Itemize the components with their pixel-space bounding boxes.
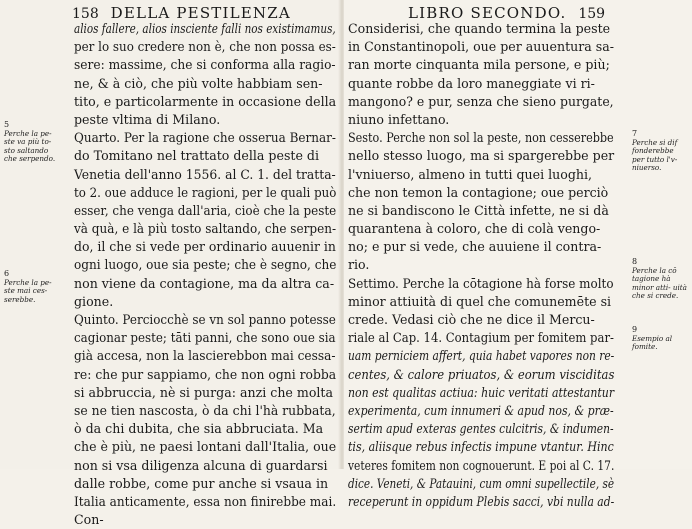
text-line: non si vsa diligenza alcuna di guardarsi <box>74 457 328 473</box>
text-line: do, il che si vede per ordinario auuenir in <box>74 239 336 255</box>
margin-note-number: 9 <box>632 325 638 334</box>
text-line: che non temon la contagione; oue perciò <box>348 184 609 200</box>
text-line: crede. Vedasi ciò che ne dice il Mercu- <box>348 312 595 327</box>
text-line: per lo suo credere non è, che non possa es- <box>74 39 336 55</box>
text-line: Venetia dell'anno 1556. al C. 1. del tratta- <box>74 166 336 182</box>
text-line: Sesto. Perche non sol la peste, non cesserebbe <box>348 130 614 146</box>
margin-note-6 <box>4 270 60 304</box>
text-line: Con- <box>74 512 104 528</box>
right-running-head: LIBRO SECONDO. <box>408 4 567 22</box>
left-page-number: 158 <box>72 6 99 22</box>
text-line: receperunt in oppidum Plebis sacci, vbi nulla ad- <box>348 493 615 509</box>
left-text-block <box>74 20 336 529</box>
margin-note-number: 6 <box>4 269 10 278</box>
text-line: ne si bandiscono le Città infette, ne si dà <box>348 202 609 218</box>
text-line: tis, aliisque rebus infectis impune vtantur. Hinc <box>348 439 614 455</box>
text-line: se ne tien nascosta, ò da chi l'hà rubbata, <box>74 402 336 418</box>
text-line: gione. <box>74 293 114 309</box>
text-line: re: che pur sappiamo, che non ogni robba <box>74 366 337 382</box>
right-text-block <box>348 20 614 511</box>
text-line: minor attiuità di quel che comunemēte si <box>348 293 612 309</box>
margin-note-5 <box>4 121 62 164</box>
text-line: experimenta, cum innumeri & apud nos, & præ- <box>348 402 614 418</box>
text-line: in Constantinopoli, oue per auuentura sa- <box>348 39 615 55</box>
text-line: sertim apud exteras gentes culcitris, & indumen- <box>348 421 614 437</box>
text-line: centes, & calore priuatos, & eorum visciditas <box>348 366 615 382</box>
text-line: Italia anticamente, essa non finirebbe mai. <box>74 493 337 509</box>
margin-note-8 <box>632 258 688 301</box>
text-line: dalle robbe, come pur anche si vsaua in <box>74 475 329 491</box>
text-line: quarantena à coloro, che di colà vengo- <box>348 221 601 237</box>
text-line: niuno infettano. <box>348 111 450 127</box>
margin-note-text: Perche la pe- ste mai ces- serebbe. <box>4 277 52 304</box>
text-line: esser, che venga dall'aria, cioè che la peste <box>74 202 337 218</box>
text-line: riale al Cap. 14. Contagium per fomitem par- <box>348 330 614 346</box>
left-page <box>0 0 340 528</box>
margin-note-number: 7 <box>632 129 638 138</box>
text-line: tito, e particolarmente in occasione della <box>74 93 337 109</box>
text-line: Settimo. Perche la cōtagione hà forse molto <box>348 275 614 291</box>
text-line: Quarto. Per la ragione che osserua Bernar- <box>74 130 336 146</box>
text-line: nello stesso luogo, ma si spargerebbe per <box>348 148 615 164</box>
text-line: che è più, ne paesi lontani dall'Italia, oue <box>74 439 337 455</box>
text-line: sere: massime, che si conforma alla ragio- <box>74 57 336 73</box>
text-line: non est qualitas actiua: huic veritati attestantur <box>348 384 615 400</box>
margin-note-9 <box>632 326 688 352</box>
margin-note-7 <box>632 130 688 173</box>
left-running-head: DELLA PESTILENZA <box>110 4 291 22</box>
margin-note-number: 8 <box>632 257 638 266</box>
text-line: l'vniuerso, almeno in tutti quei luoghi, <box>348 166 593 182</box>
margin-note-text: Perche la pe- ste va più to- sto saltando che serpendo. <box>4 128 56 164</box>
text-line: peste vltima di Milano. <box>74 111 221 127</box>
text-line: to 2. oue adduce le ragioni, per le quali può <box>74 184 337 200</box>
margin-note-text: Perche la cō tagione hà minor atti- uità che si crede. <box>632 265 687 301</box>
right-page-number: 159 <box>578 6 606 22</box>
text-line: alios fallere, alios insciente falli nos existimamus, <box>74 21 336 36</box>
text-line: ran morte cinquanta mila persone, e più; <box>348 57 610 73</box>
text-line: dice. Veneti, & Patauini, cum omni supellectile, sè <box>348 475 615 491</box>
text-line: do Tomitano nel trattato della peste di <box>74 148 320 164</box>
text-line: no; e pur si vede, che auuiene il contra- <box>348 239 602 255</box>
text-line: và quà, e là più tosto saltando, che serpen- <box>74 221 337 237</box>
text-line: ogni luogo, oue sia peste; che è segno, che <box>74 257 337 273</box>
right-page <box>344 0 692 509</box>
margin-note-text: Esempio al fomite. <box>632 333 673 352</box>
text-line: ne, & à ciò, che più volte habbiam sen- <box>74 75 323 91</box>
text-line: veteres fomitem non cognouerunt. E poi al C. 17. <box>348 457 615 473</box>
text-line: uam perniciem affert, quia habet vapores non re- <box>348 348 615 364</box>
text-line: quante robbe da loro maneggiate vi ri- <box>348 75 595 91</box>
text-line: mangono? e pur, senza che sieno purgate, <box>348 93 614 109</box>
text-line: Considerisi, che quando termina la peste <box>348 21 611 36</box>
text-line: ò da chi dubita, che sia abbruciata. Ma <box>74 421 324 437</box>
text-line: rio. <box>348 257 370 273</box>
text-line: non viene da contagione, ma da altra ca- <box>74 275 335 291</box>
text-line: si abbruccia, nè si purga: anzi che molta <box>74 384 334 400</box>
margin-note-text: Perche si dif fonderebbe per tutto l'v- niuerso. <box>632 137 678 173</box>
text-line: Quinto. Perciocchè se vn sol panno potesse <box>74 312 336 327</box>
text-line: già accesa, non la lascierebbon mai cessa- <box>74 348 336 364</box>
text-line: cagionar peste; tāti panni, che sono oue sia <box>74 330 336 346</box>
margin-note-number: 5 <box>4 120 10 129</box>
